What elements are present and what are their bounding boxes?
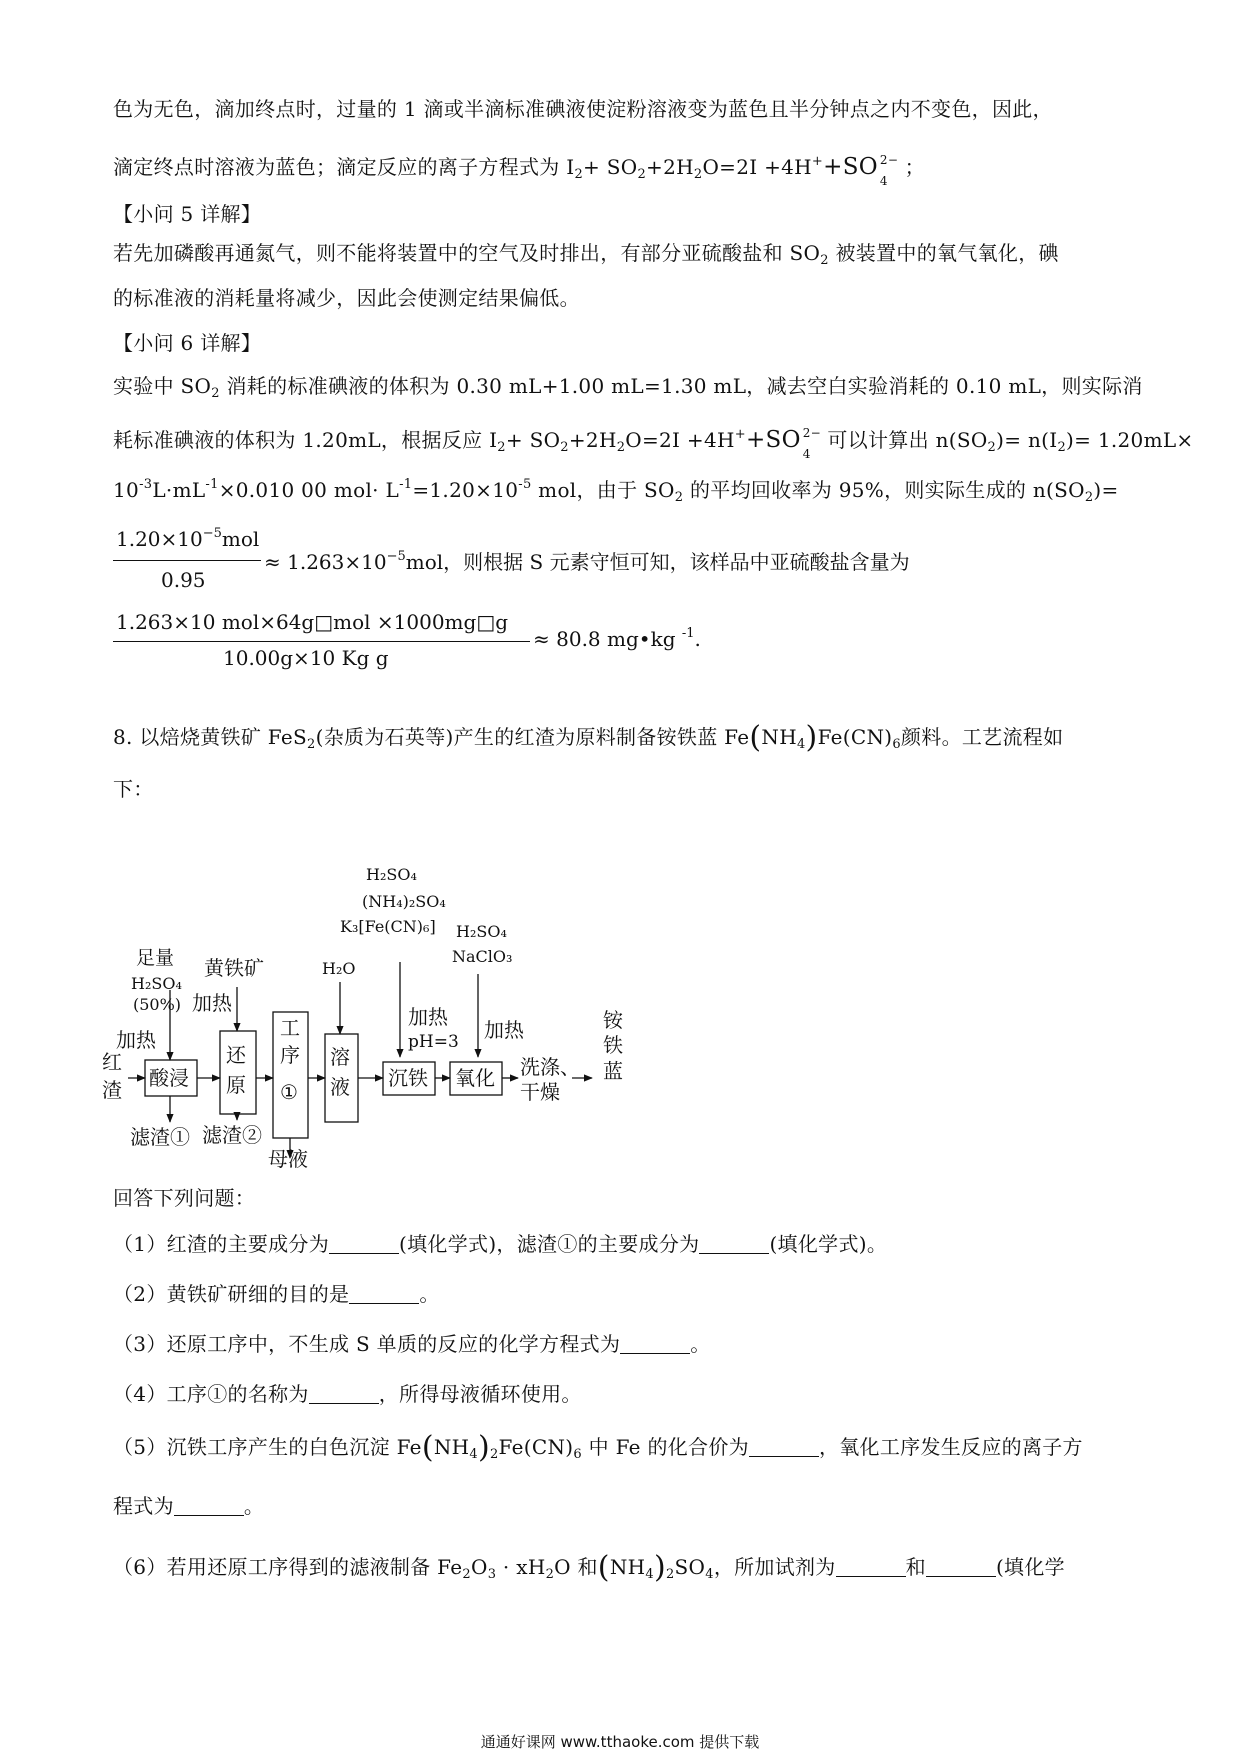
text: 的标准液的消耗量将减少，因此会使测定结果偏低。 bbox=[113, 286, 580, 310]
text-line: 若先加磷酸再通氮气，则不能将装置中的空气及时排出，有部分亚硫酸盐和 $SO_2$ 被装置中的氧气氧化，碘 bbox=[113, 241, 1059, 268]
text: Fe(CN) bbox=[817, 725, 893, 749]
equation-line: 耗标准碘液的体积为 1.20mL，根据反应 $I_2+ SO_2+2H_2O=2I +4H^++SO$ 2− 4 可以计算出 $n(SO_2)= n(I_2)= 1.20mL\times$ bbox=[113, 426, 1194, 461]
step-process-1b: 序 bbox=[280, 1043, 300, 1067]
question-line bbox=[113, 1492, 264, 1520]
text: +2H bbox=[646, 155, 694, 179]
text: 8. 以焙烧黄铁矿 FeS bbox=[113, 725, 308, 749]
input-red-residue-2: 渣 bbox=[102, 1078, 122, 1102]
question-line bbox=[113, 1330, 711, 1358]
step-process-1c: ① bbox=[280, 1080, 298, 1104]
text: ×0.010 00 mol· L bbox=[218, 478, 400, 502]
water-label: H₂O bbox=[322, 959, 356, 978]
answer-blank[interactable] bbox=[926, 1556, 996, 1577]
acid-concentration: (50%) bbox=[133, 995, 182, 1014]
sink-reagent-3: K₃[Fe(CN)₆] bbox=[340, 917, 436, 936]
ox-reagent-1: H₂SO₄ bbox=[456, 922, 507, 941]
text: O 和 bbox=[554, 1555, 598, 1579]
text: NH bbox=[433, 1435, 470, 1459]
pyrite-label: 黄铁矿 bbox=[204, 956, 264, 980]
sink-reagent-2: (NH₄)₂SO₄ bbox=[362, 892, 446, 911]
text: O=2I +4H bbox=[625, 428, 735, 452]
answer-blank[interactable] bbox=[309, 1383, 379, 1404]
text: 的平均回收率为 95%，则实际生成的 n(SO bbox=[683, 478, 1085, 502]
text: 。 bbox=[419, 1282, 440, 1306]
text: 消耗的标准碘液的体积为 0.30 mL+1.00 mL=1.30 mL，减去空白实验消耗的 0.10 mL，则实际消 bbox=[219, 374, 1143, 398]
text: +SO bbox=[823, 154, 878, 180]
text: ≈ 80.8 mg•kg bbox=[533, 627, 682, 651]
text: 耗标准碘液的体积为 1.20mL，根据反应 I bbox=[113, 428, 498, 452]
step-solution-2: 液 bbox=[330, 1075, 350, 1099]
text-line bbox=[113, 775, 154, 803]
step-acid-leach: 酸浸 bbox=[149, 1066, 189, 1090]
text: （3）还原工序中，不生成 S 单质的反应的化学方程式为 bbox=[113, 1332, 621, 1356]
answer-blank[interactable] bbox=[620, 1333, 690, 1354]
page-footer: 通通好课网 www.tthaoke.com 提供下载 bbox=[480, 1733, 760, 1751]
text: + SO bbox=[505, 428, 561, 452]
text: 1.263×10 mol×64g□mol ×1000mg□g bbox=[116, 610, 509, 634]
text: +2H bbox=[568, 428, 617, 452]
answer-blank[interactable] bbox=[174, 1495, 244, 1516]
text: （5）沉铁工序产生的白色沉淀 Fe bbox=[113, 1435, 422, 1459]
ox-reagent-2: NaClO₃ bbox=[452, 947, 513, 966]
text: 。 bbox=[690, 1332, 711, 1356]
section-heading: 【小问 6 详解】 bbox=[113, 331, 262, 355]
sink-ph-label: pH=3 bbox=[408, 1032, 459, 1052]
text: 中 Fe 的化合价为 bbox=[581, 1435, 749, 1459]
text: )= n(I bbox=[996, 428, 1058, 452]
text: （6）若用还原工序得到的滤液制备 Fe bbox=[113, 1555, 463, 1579]
text: 和 bbox=[905, 1555, 926, 1579]
residue-2-label: 滤渣② bbox=[202, 1123, 262, 1147]
text: -1 bbox=[681, 626, 695, 641]
acid-label: 足量 bbox=[136, 947, 175, 969]
ox-heat-label: 加热 bbox=[484, 1018, 524, 1042]
text: SO bbox=[674, 1555, 706, 1579]
text: −5 bbox=[202, 526, 222, 541]
answer-blank[interactable] bbox=[349, 1283, 419, 1304]
process-flowchart bbox=[100, 862, 740, 1168]
text-line: $10^{-3}L\cdot mL^{-1}\times 0.010$ 00 $mol\cdot L^{-1}=1.20\times 10^{-5}$ mol，由于 $SO_2$ 的平均回收率为 95%，则实际生成的 $n(SO_2)=$ bbox=[113, 477, 1119, 505]
text-line: 实验中 $SO_2$ 消耗的标准碘液的体积为 0.30 mL+1.00 mL=1.30 mL，减去空白实验消耗的 0.10 mL，则实际消 bbox=[113, 374, 1143, 401]
step-oxidation: 氧化 bbox=[455, 1066, 495, 1090]
text: 下： bbox=[113, 777, 154, 801]
wash-label: 洗涤、 bbox=[520, 1055, 580, 1079]
sink-reagent-1: H₂SO₄ bbox=[366, 865, 417, 884]
text: (填化学式)。 bbox=[769, 1232, 888, 1256]
pyrite-heat-label: 加热 bbox=[192, 991, 232, 1015]
answer-blank[interactable] bbox=[329, 1233, 399, 1254]
text: （1）红渣的主要成分为 bbox=[113, 1232, 330, 1256]
text: ，氧化工序发生反应的离子方 bbox=[818, 1435, 1083, 1459]
text: ，所加试剂为 bbox=[713, 1555, 836, 1579]
text: 颜料。工艺流程如 bbox=[900, 725, 1064, 749]
answer-blank[interactable] bbox=[699, 1233, 769, 1254]
equation-line: 滴定终点时溶液为蓝色；滴定反应的离子方程式为 $I_2+ SO_2+2H_2O=2I +4H^++SO$ 2− 4 ； bbox=[113, 153, 925, 188]
question-line: （6）若用还原工序得到的滤液制备 $Fe_2O_3 \cdot xH_2O$ 和$(NH_4)_2SO_4$，所加试剂为 和 (填化学 bbox=[113, 1550, 1065, 1585]
text-line bbox=[113, 284, 580, 312]
text: 10.00g×10 Kg g bbox=[223, 646, 389, 670]
text: −5 bbox=[386, 549, 406, 564]
text: 色为无色，滴加终点时，过量的 1 滴或半滴标准碘液使淀粉溶液变为蓝色且半分钟点之内不变色，因此， bbox=[113, 97, 1053, 121]
residue-1-label: 滤渣① bbox=[130, 1125, 190, 1149]
text: (填化学 bbox=[995, 1555, 1065, 1579]
answer-blank[interactable] bbox=[749, 1436, 819, 1457]
text: 程式为 bbox=[113, 1494, 174, 1518]
text: 10 bbox=[113, 478, 140, 502]
text: )= 1.20mL× bbox=[1066, 428, 1194, 452]
product-1: 铵 bbox=[603, 1008, 623, 1032]
step-reduction-1: 还 bbox=[226, 1043, 246, 1067]
step-precipitate-iron: 沉铁 bbox=[388, 1066, 428, 1090]
text: 可以计算出 n(SO bbox=[820, 428, 988, 452]
text: O=2I +4H bbox=[702, 155, 812, 179]
text: ，所得母液循环使用。 bbox=[378, 1382, 582, 1406]
text: ≈ 1.263×10 bbox=[264, 550, 387, 574]
input-red-residue-1: 红 bbox=[102, 1050, 122, 1074]
text: mol，由于 SO bbox=[531, 478, 675, 502]
text: ； bbox=[897, 155, 925, 179]
text: =1.20×10 bbox=[412, 478, 519, 502]
text: L·mL bbox=[152, 478, 206, 502]
text: O bbox=[470, 1555, 488, 1579]
step-reduction-2: 原 bbox=[226, 1073, 246, 1097]
sink-heat-label: 加热 bbox=[408, 1005, 448, 1029]
product-2: 铁 bbox=[603, 1033, 623, 1057]
text: 实验中 SO bbox=[113, 374, 212, 398]
question-line bbox=[113, 1230, 887, 1258]
answer-blank[interactable] bbox=[836, 1556, 906, 1577]
text: NH bbox=[609, 1555, 646, 1579]
text: 若先加磷酸再通氮气，则不能将装置中的空气及时排出，有部分亚硫酸盐和 SO bbox=[113, 241, 821, 265]
text: Fe(CN) bbox=[498, 1435, 574, 1459]
text: （4）工序①的名称为 bbox=[113, 1382, 309, 1406]
acid-formula: H₂SO₄ bbox=[131, 974, 182, 993]
text: +SO bbox=[745, 427, 801, 453]
text-line: 回答下列问题： bbox=[113, 1186, 256, 1210]
section-heading: 【小问 5 详解】 bbox=[113, 202, 262, 226]
text: . bbox=[694, 627, 701, 651]
text: )= bbox=[1093, 478, 1119, 502]
text: 1.20×10 bbox=[116, 527, 203, 551]
text: 被装置中的氧气氧化，碘 bbox=[828, 241, 1059, 265]
text: + SO bbox=[583, 155, 638, 179]
text: 滴定终点时溶液为蓝色；滴定反应的离子方程式为 I bbox=[113, 155, 575, 179]
text: + bbox=[811, 154, 824, 169]
text: （2）黄铁矿研细的目的是 bbox=[113, 1282, 350, 1306]
text: 0.95 bbox=[161, 568, 206, 592]
mother-liquor-label: 母液 bbox=[268, 1147, 308, 1168]
text: NH bbox=[761, 725, 797, 749]
step-solution-1: 溶 bbox=[330, 1045, 350, 1069]
text: (填化学式)，滤渣①的主要成分为 bbox=[399, 1232, 700, 1256]
question-line: 8. 以焙烧黄铁矿 FeS$_2$(杂质为石英等)产生的红渣为原料制备铵铁蓝 $Fe(NH_4)Fe(CN)_6$颜料。工艺流程如 bbox=[113, 720, 1064, 755]
question-line: （5）沉铁工序产生的白色沉淀 $Fe(NH_4)_2Fe(CN)_6$ 中 Fe 的化合价为 ，氧化工序发生反应的离子方 bbox=[113, 1430, 1083, 1465]
text: (杂质为石英等)产生的红渣为原料制备铵铁蓝 Fe bbox=[315, 725, 750, 749]
fraction-equation bbox=[113, 520, 913, 600]
text: mol，则根据 S 元素守恒可知，该样品中亚硫酸盐含量为 bbox=[405, 550, 910, 574]
question-line bbox=[113, 1380, 582, 1408]
text: · xH bbox=[496, 1555, 546, 1579]
product-3: 蓝 bbox=[603, 1059, 623, 1083]
question-line bbox=[113, 1280, 440, 1308]
text-line bbox=[113, 95, 1053, 123]
text: mol bbox=[221, 527, 260, 551]
text: 。 bbox=[243, 1494, 265, 1518]
step-process-1a: 工 bbox=[280, 1016, 300, 1040]
dry-label: 干燥 bbox=[520, 1080, 560, 1104]
acid-heat-label: 加热 bbox=[116, 1028, 156, 1052]
fraction-equation bbox=[113, 606, 913, 686]
